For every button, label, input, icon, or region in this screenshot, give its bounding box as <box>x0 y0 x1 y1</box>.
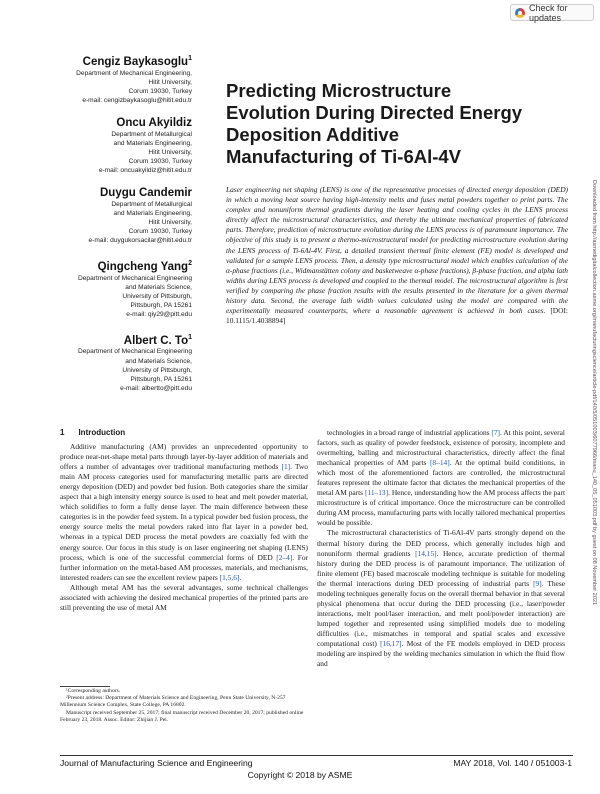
paragraph-text: . Hence, accurate prediction of thermal history during the DED process is of paramount importance. The utilization of finite element (FE) based macroscale modeling technique is suitable for modeling the thermal interactions during DED processing of industrial parts <box>317 548 565 588</box>
author-affiliation-line: Corum 19030, Turkey <box>128 88 192 96</box>
author-footnote-mark: 1 <box>188 55 192 62</box>
author-affiliation-line: Hitit University, <box>148 149 192 157</box>
right-paragraphs <box>317 428 565 669</box>
section-heading <box>60 428 308 438</box>
author-name <box>60 117 192 130</box>
crossmark-icon <box>515 8 525 18</box>
author-block <box>60 257 192 320</box>
title-line: Evolution During Directed Energy <box>226 102 523 123</box>
abstract-text: Laser engineering net shaping (LENS) is one of the representative processes of directed energy deposition (DED) in which a moving heat source having high-intensity melts and fuses metal powders together to print parts. The complex and nonuniform thermal gradients during the laser heating and cooling cycles in the LENS process directly affect the microstructural characteristics, and thereby the ultimate mechanical properties of fabricated parts. Therefore, prediction of microstructure evolution during the LENS process is of paramount importance. The objective of this study is to present a thermo-microstructural model for predicting microstructure evolution during the LENS process of Ti-6Al-4V. First, a detailed transient thermal finite element (FE) model is developed and validated for a sample LENS process. Then, a density type microstructural model which enables calculation of the α-phase fractions (i.e., Widmanstätten colony and basketweave α-phase fractions), β-phase fraction, and alpha lath widths during LENS process is developed and coupled to the thermal model. The microstructural algorithm is first verified by comparing the phase fraction results with the results presented in the literature for a given thermal history data. Second, the average lath width values calculated using the model are compared with the experimentally measured counterparts, where a reasonable agreement is achieved in both cases. <box>226 185 568 316</box>
paragraph <box>60 442 308 583</box>
author-name-text: Albert C. To <box>123 334 189 347</box>
author-affiliation-line: Department of Metallurgical <box>111 130 192 138</box>
copyright: Copyright © 2018 by ASME <box>247 770 353 780</box>
article-title <box>226 80 566 168</box>
author-email[interactable]: e-mail: albertto@pitt.edu <box>120 385 192 393</box>
title-line: Predicting Microstructure <box>226 80 452 101</box>
author-email[interactable]: e-mail: cengizbaykasoglu@hitit.edu.tr <box>82 97 192 105</box>
author-email[interactable]: e-mail: duygukorsacilar@hitit.edu.tr <box>88 237 192 245</box>
author-affiliation-line: Department of Metallurgical <box>111 200 192 208</box>
doi-link[interactable]: [DOI: 10.1115/1.4038894] <box>226 306 568 326</box>
abstract <box>226 185 568 326</box>
author-affiliation-line: Department of Mechanical Engineering <box>78 274 192 282</box>
paragraph-text: . <box>239 572 242 582</box>
author-block <box>60 117 192 176</box>
author-affiliation-line: and Materials Science, <box>125 283 192 291</box>
footnotes <box>60 688 310 724</box>
body-column-right <box>317 428 565 669</box>
author-affiliation-line: Corum 19030, Turkey <box>128 228 192 236</box>
paragraph-text: The microstructural characteristics of Ti-6Al-4V parts strongly depend on the thermal history during the DED process, which generally includes high and nonuniform thermal gradients <box>317 528 565 558</box>
paragraph <box>317 528 565 669</box>
footer-rule <box>60 755 573 756</box>
author-name <box>60 187 192 200</box>
author-affiliation-line: Corum 19030, Turkey <box>128 158 192 166</box>
citation-link[interactable]: [2–4] <box>276 552 293 562</box>
paragraph-text: . These modeling techniques generally focus on the overall thermal behavior in that several physical phenomena that occur during the DED processing (i.e., laser/powder interactions, melt pool/laser interaction, and melt pool/powder interaction) are lumped together and represented using simplified models due to modeling difficulties (i.e., mismatches in temporal and spatial scales and excessive computational cost) <box>317 578 565 648</box>
author-name <box>60 257 192 274</box>
citation-link[interactable]: [1,5,6] <box>219 572 240 582</box>
left-paragraphs <box>60 442 308 613</box>
author-block <box>60 52 192 106</box>
author-name-text: Qingcheng Yang <box>97 260 189 273</box>
citation-link[interactable]: [11–13] <box>364 488 389 498</box>
paragraph-text: . For further information on the metal-based AM processes, materials, and mechanisms, interested readers can see the excellent review papers <box>60 552 308 582</box>
author-name <box>60 331 192 348</box>
title-line: Deposition Additive <box>226 124 400 145</box>
author-email[interactable]: e-mail: oncuakyildiz@hitit.edu.tr <box>98 167 192 175</box>
body-column-left <box>60 428 308 613</box>
author-name-text: Duygu Candemir <box>99 186 192 199</box>
paragraph-text: technologies in a broad range of industrial applications <box>327 428 492 437</box>
author-name-text: Cengiz Baykasoglu <box>82 55 189 68</box>
citation-link[interactable]: [16,17] <box>380 638 402 648</box>
author-affiliation-line: Department of Mechanical Engineering <box>78 348 192 356</box>
paragraph-text: . At the optimal build conditions, in which most of the aforementioned factors are controlled, the microstructural features represent the ultimate factor that dictates the mechanical properties of the metal AM parts <box>317 458 565 498</box>
author-affiliation-line: Hitit University, <box>148 219 192 227</box>
paragraph-text: Although metal AM has the several advantages, some technical challenges associated with achieving the desired mechanical properties of the printed parts are still preventing the use of metal AM <box>60 582 308 612</box>
journal-name: Journal of Manufacturing Science and Engineering <box>60 758 253 768</box>
footnote: ²Present address: Department of Materials Science and Engineering, Penn State University, N-257 Millennium Science Complex, State College, PA 16802. <box>60 695 286 709</box>
author-affiliation-line: and Materials Engineering, <box>113 209 192 217</box>
paragraph <box>60 583 308 613</box>
author-affiliation-line: and Materials Science, <box>125 357 192 365</box>
author-email[interactable]: e-mail: qiy29@pitt.edu <box>126 311 192 319</box>
paragraph-text: . Hence, understanding how the AM process affects the part microstructure is of critical importance. Once the microstructure can be controlled during AM process, manufacturing parts with locally tailored mechanical properties would be possible. <box>317 488 565 528</box>
paragraph-text: . Most of the FE models employed in DED process modeling are inspired by the welding mechanics simulation in which the fluid flow and <box>317 638 565 669</box>
author-block <box>60 331 192 394</box>
citation-link[interactable]: [7] <box>491 428 501 437</box>
author-name <box>60 52 192 69</box>
paragraph-text: . Two main AM process categories used for manufacturing metallic parts are directed energy deposition (DED) and powder bed fusion. Both categories share the similar aspect that a high intensity energy source is used to heat and melt powder material, which solidifies to form a fully dense layer. The main difference between these categories is in the powder feed system. In a typical powder bed fusion process, the energy source melts the metal powders raked into flat layer in a powder bed, whereas in a typical DED process the metal powders are coaxially fed with the energy source. Our focus in this study is on laser engineering net shaping (LENS) process, which is one of the successful commercial forms of DED <box>60 462 308 562</box>
citation-link[interactable]: [9] <box>533 578 542 588</box>
section-title: Introduction <box>78 428 126 437</box>
author-affiliation-line: University of Pittsburgh, <box>122 366 192 374</box>
author-list <box>60 52 192 404</box>
author-affiliation-line: Hitit University, <box>148 79 192 87</box>
author-name-text: Oncu Akyildiz <box>116 116 192 129</box>
author-affiliation-line: Pittsburgh, PA 15261 <box>130 375 192 383</box>
author-footnote-mark: 2 <box>188 259 192 267</box>
author-affiliation-line: Pittsburgh, PA 15261 <box>130 302 192 310</box>
footnote: Manuscript received September 25, 2017; final manuscript received December 20, 2017; published online February 23, 2018. Assoc. Editor: Zhijian J. Pei. <box>60 709 304 723</box>
paragraph-text: . At this point, several factors, such as quality of powder feedstock, existence of porosity, incomplete and overmelting, balling and microstructural characteristics, directly affect the final mechanical properties of AM parts <box>317 428 565 468</box>
author-block <box>60 187 192 246</box>
author-affiliation-line: Department of Mechanical Engineering, <box>76 69 192 77</box>
section-number: 1 <box>60 428 65 437</box>
citation-link[interactable]: [14,15] <box>415 548 437 558</box>
check-for-updates-badge[interactable] <box>510 4 594 21</box>
citation-link[interactable]: [8–14] <box>429 458 450 468</box>
author-footnote-mark: 1 <box>188 333 192 341</box>
download-watermark: Downloaded from http://asmedigitalcollection.asme.org/manufacturingscience/article-pdf/140/5/051003/6077966/manu_140_05_051003.pdf by guest on 08 November 2021 <box>591 180 597 606</box>
badge-label: Check for updates <box>529 2 568 23</box>
issue-info: MAY 2018, Vol. 140 / 051003-1 <box>453 758 572 768</box>
footnote: ¹Corresponding authors. <box>66 688 121 694</box>
title-line: Manufacturing of Ti-6Al-4V <box>226 146 462 167</box>
author-affiliation-line: University of Pittsburgh, <box>122 292 192 300</box>
citation-link[interactable]: [1] <box>281 462 291 472</box>
paragraph <box>317 428 565 528</box>
footnote-rule <box>60 686 110 687</box>
author-affiliation-line: and Materials Engineering, <box>113 139 192 147</box>
paragraph-text: Additive manufacturing (AM) provides an unprecedented opportunity to produce near-net-shape metal parts through layer-by-layer addition of materials and offers a number of advantages over traditional manufacturing methods <box>60 442 308 472</box>
